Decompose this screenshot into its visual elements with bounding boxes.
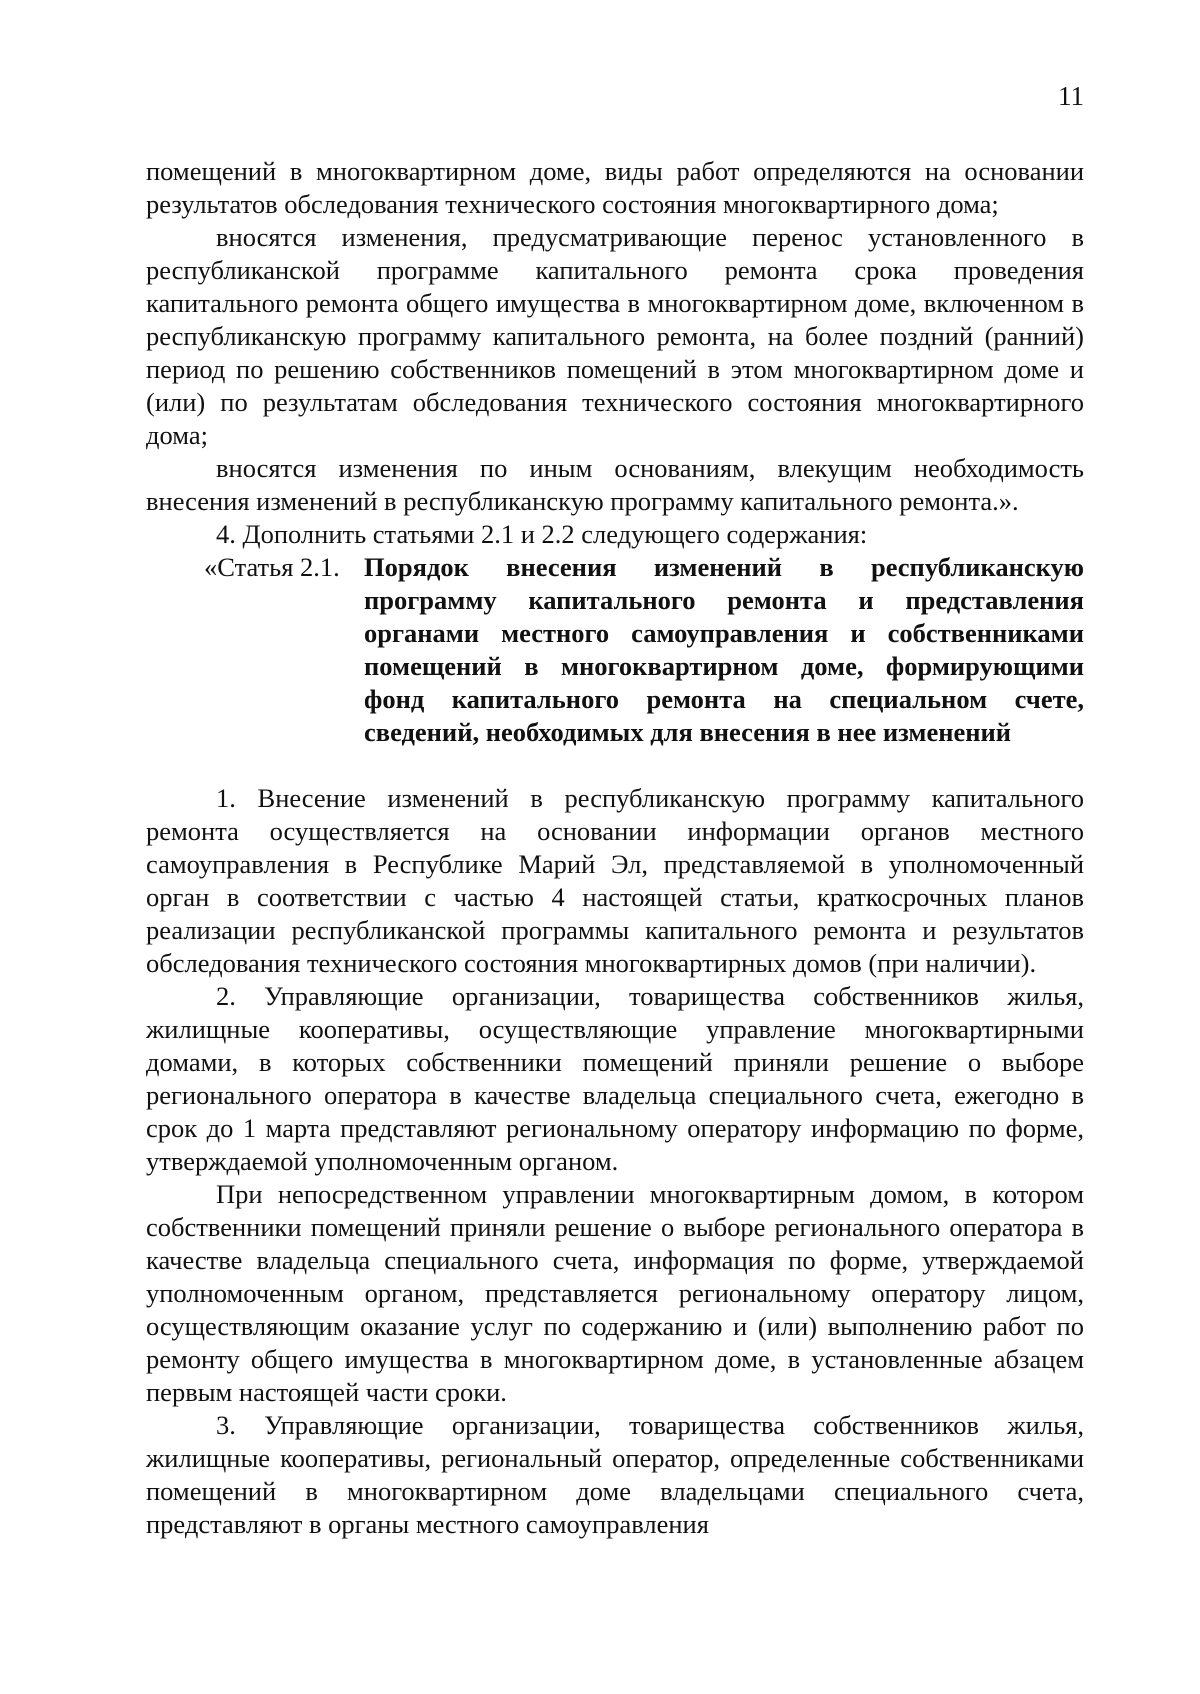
article-heading — [146, 551, 1084, 749]
paragraph-part-2: 2. Управляющие организации, товарищества собственников жилья, жилищные кооперативы, осуществляющие управление многоквартирными домами, в которых собственники помещений приняли решение о выборе регионального оператора в качестве владельца специального счета, ежегодно в срок до 1 марта представляют региональному оператору информацию по форме, утверждаемой уполномоченным органом. — [146, 981, 1084, 1176]
paragraph-amendment-item: 4. Дополнить статьями 2.1 и 2.2 следующего содержания: — [216, 519, 868, 549]
paragraph-continuation: помещений в многоквартирном доме, виды работ определяются на основании результатов обследования технического состояния многоквартирного дома; — [146, 156, 1084, 219]
spacer — [146, 749, 1084, 782]
paragraph-part-3: 3. Управляющие организации, товарищества собственников жилья, жилищные кооперативы, региональный оператор, определенные собственниками помещений в многоквартирном доме владельцами специального счета, представляют в органы местного самоуправления — [146, 1410, 1084, 1539]
article-title: Порядок внесения изменений в республиканскую программу капитального ремонта и представления органами местного самоуправления и собственниками помещений в многоквартирном доме, формирующими фонд капитального ремонта на специальном счете, сведений, необходимых для внесения в нее изменений — [364, 552, 1084, 747]
page-number: 11 — [1058, 81, 1084, 111]
document-body — [146, 155, 1084, 1541]
paragraph: вносятся изменения по иным основаниям, влекущим необходимость внесения изменений в республиканскую программу капитального ремонта.». — [146, 453, 1084, 516]
article-number: «Статья 2.1. — [204, 552, 340, 582]
paragraph-part-1: 1. Внесение изменений в республиканскую программу капитального ремонта осуществляется на основании информации органов местного самоуправления в Республике Марий Эл, представляемой в уполномоченный орган в соответствии с частью 4 настоящей статьи, краткосрочных планов реализации республиканской программы капитального ремонта и результатов обследования технического состояния многоквартирных домов (при наличии). — [146, 783, 1084, 978]
paragraph: вносятся изменения, предусматривающие перенос установленного в республиканской программе капитального ремонта срока проведения капитального ремонта общего имущества в многоквартирном доме, включенном в республиканскую программу капитального ремонта, на более поздний (ранний) период по решению собственников помещений в этом многоквартирном доме и (или) по результатам обследования технического состояния многоквартирного дома; — [146, 222, 1084, 450]
paragraph: При непосредственном управлении многоквартирным домом, в котором собственники помещений приняли решение о выборе регионального оператора в качестве владельца специального счета, информация по форме, утверждаемой уполномоченным органом, представляется региональному оператору лицом, осуществляющим оказание услуг по содержанию и (или) выполнению работ по ремонту общего имущества в многоквартирном доме, в установленные абзацем первым настоящей части сроки. — [146, 1179, 1084, 1407]
